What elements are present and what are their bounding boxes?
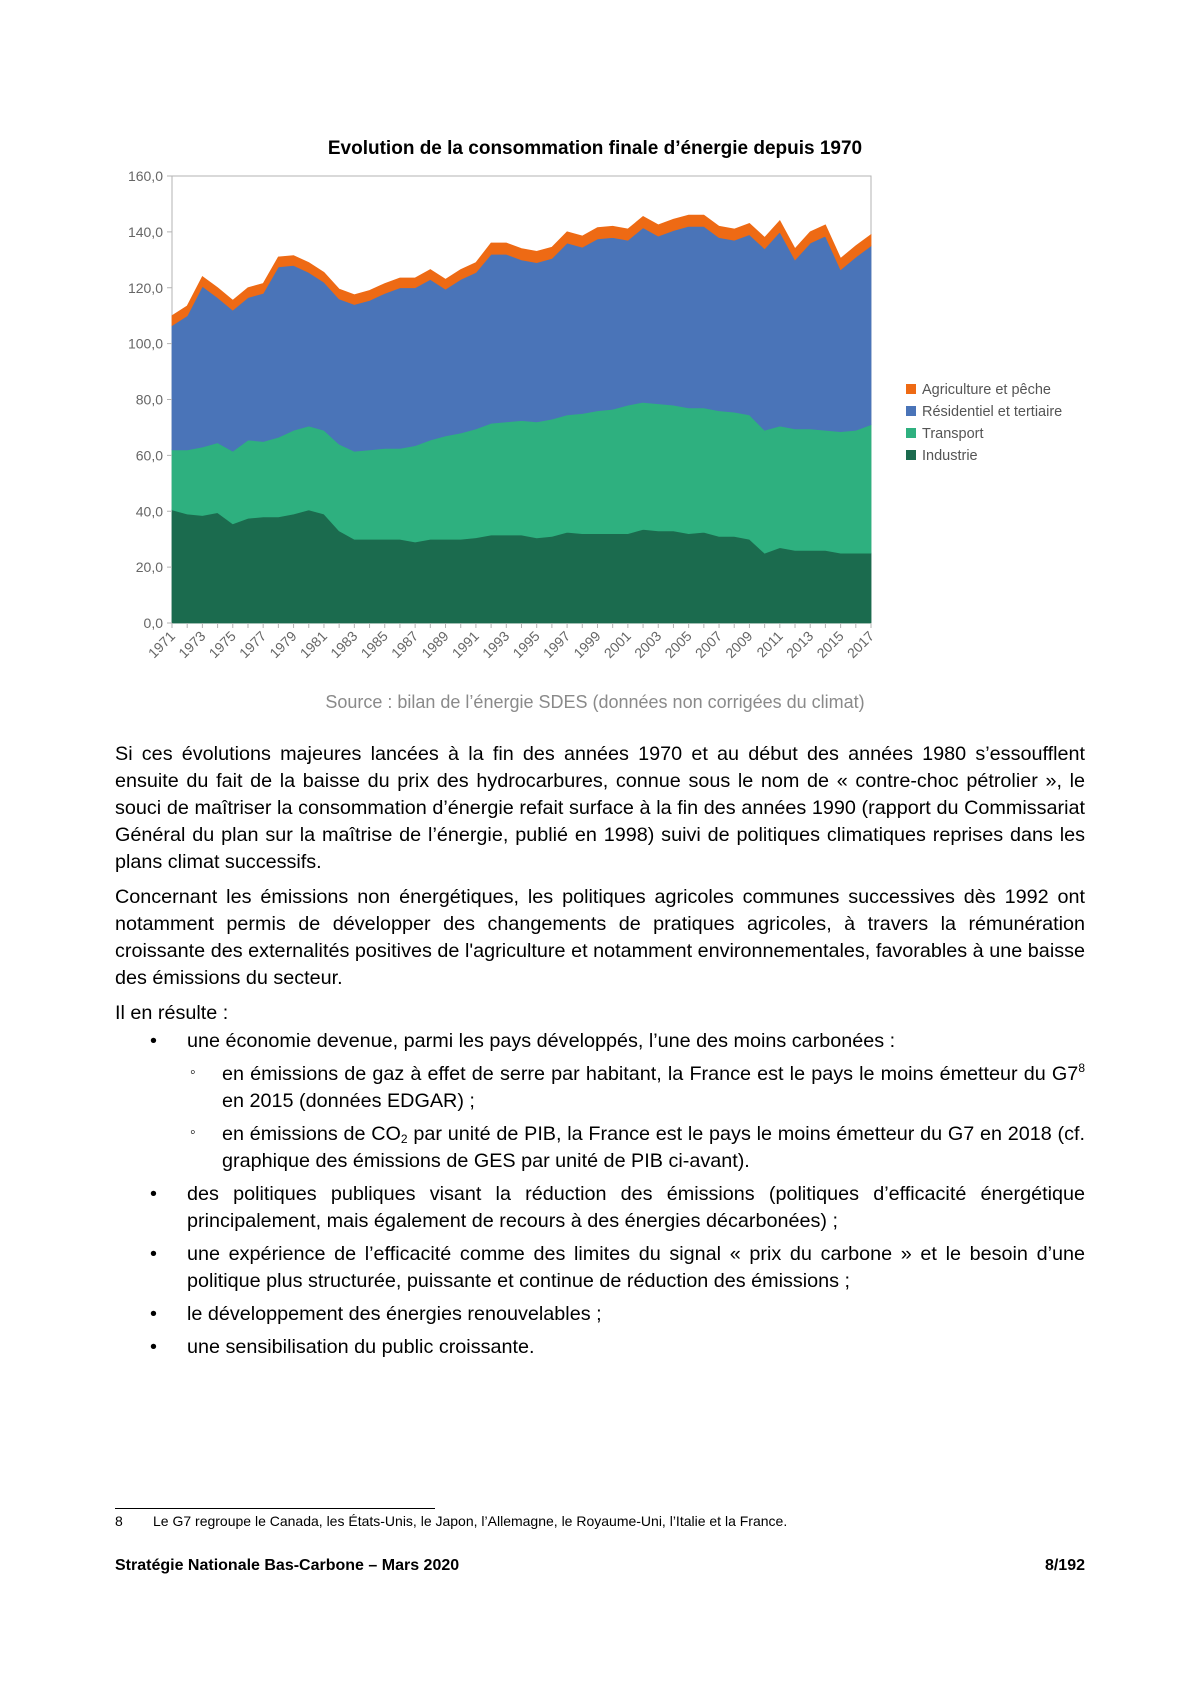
x-tick-label: 2009 [722, 627, 756, 662]
energy-consumption-chart [0, 160, 1190, 700]
x-tick-label: 2011 [753, 627, 786, 661]
sub-bullet-text: par unité de PIB, la France est le pays le moins émetteur du G7 en 2018 (cf. graphique des émissions de GES par unité de PIB ci-avant). [222, 1123, 1086, 1172]
bullet-item [115, 1241, 1085, 1295]
paragraph-2: Concernant les émissions non énergétiques, les politiques agricoles communes successives dès 1992 ont notamment permis de développer des changements de pratiques agricoles, à travers la rémunération croissante des externalités positives de l'agriculture et notamment environnementales, favorables à une baisse des émissions du secteur. [115, 886, 1085, 989]
paragraph-1: Si ces évolutions majeures lancées à la fin des années 1970 et au début des années 1980 s’essoufflent ensuite du fait de la baisse du prix des hydrocarbures, connue sous le nom de « contre-choc pétrolier », le souci de maîtriser la consommation d’énergie refait surface à la fin des années 1990 (rapport du Commissariat Général du plan sur la maîtrise de l’énergie, publié en 1998) suivi de politiques climatiques reprises dans les plans climat successifs. [115, 743, 1085, 873]
bullet-text: une expérience de l’efficacité comme des limites du signal « prix du carbone » et le besoin d’une politique plus structurée, puissante et continue de réduction des émissions ; [187, 1243, 1085, 1292]
footer-title: Stratégie Nationale Bas-Carbone – Mars 2020 [115, 1557, 460, 1574]
x-tick-label: 1975 [205, 627, 239, 662]
bullet-text: des politiques publiques visant la réduction des émissions (politiques d’efficacité énergétique principalement, mais également de recours à des énergies décarbonées) ; [187, 1183, 1085, 1232]
x-tick-label: 2007 [691, 627, 726, 662]
legend-swatch [906, 450, 916, 460]
sub-bullet-text: en 2015 (données EDGAR) ; [222, 1090, 475, 1112]
sub-bullet-item [115, 1061, 1085, 1115]
y-tick-label: 120,0 [127, 279, 163, 296]
x-tick-label: 1999 [570, 627, 604, 662]
bullet-item [115, 1181, 1085, 1235]
bullet-marker: • [150, 1030, 157, 1052]
x-tick-label: 2017 [843, 627, 878, 662]
y-tick-label: 80,0 [135, 391, 163, 408]
page-number: 8/192 [1044, 1557, 1085, 1574]
x-tick-label: 1971 [144, 627, 179, 662]
x-tick-label: 2015 [813, 627, 847, 662]
x-tick-label: 1987 [387, 627, 422, 662]
bullet-marker: • [150, 1303, 157, 1325]
y-tick-label: 20,0 [135, 559, 163, 576]
legend-swatch [906, 384, 916, 394]
chart-source: Source : bilan de l’énergie SDES (données non corrigées du climat) [325, 692, 865, 712]
paragraph-intro: Il en résulte : [115, 1002, 229, 1024]
y-tick-label: 60,0 [135, 447, 163, 464]
x-tick-label: 1973 [175, 627, 209, 662]
legend-swatch [906, 428, 916, 438]
chart-title: Evolution de la consommation finale d’énergie depuis 1970 [327, 138, 863, 159]
x-tick-label: 1981 [296, 627, 331, 662]
y-tick-label: 40,0 [135, 503, 163, 520]
bullet-item [115, 1334, 1085, 1361]
bullet-text: une économie devenue, parmi les pays développés, l’une des moins carbonées : [187, 1030, 896, 1052]
legend-label: Agriculture et pêche [922, 382, 1051, 398]
x-tick-label: 1983 [327, 627, 361, 662]
footnote-separator [115, 1508, 435, 1509]
x-tick-label: 1979 [266, 627, 300, 662]
x-tick-label: 1993 [479, 627, 513, 662]
x-tick-label: 1977 [235, 627, 270, 662]
x-tick-label: 1995 [509, 627, 543, 662]
footnote [115, 1513, 1095, 1529]
legend-label: Résidentiel et tertiaire [922, 404, 1063, 420]
x-tick-label: 1989 [418, 627, 452, 662]
sub-bullet-marker: ◦ [190, 1064, 196, 1081]
bullet-item [115, 1301, 1085, 1328]
bullet-marker: • [150, 1243, 157, 1265]
x-tick-label: 1997 [539, 627, 574, 662]
x-tick-label: 1985 [357, 627, 391, 662]
y-tick-label: 160,0 [127, 168, 163, 184]
bullet-text: une sensibilisation du public croissante. [187, 1336, 535, 1358]
x-tick-label: 2001 [600, 627, 634, 662]
x-tick-label: 2013 [782, 627, 817, 662]
x-tick-label: 2003 [631, 627, 665, 662]
body-text [115, 741, 1085, 1367]
footnote-number: 8 [115, 1513, 123, 1529]
footnote-text: Le G7 regroupe le Canada, les États-Unis, le Japon, l’Allemagne, le Royaume-Uni, l’Italie et la France. [153, 1513, 788, 1529]
subscript: 2 [400, 1132, 408, 1146]
sub-bullet-text: en émissions de CO [222, 1123, 401, 1145]
bullet-marker: • [150, 1183, 157, 1205]
sub-bullet-item [115, 1121, 1085, 1175]
x-tick-label: 1991 [448, 627, 483, 662]
legend-label: Transport [922, 426, 984, 442]
y-tick-label: 0,0 [143, 615, 163, 631]
y-tick-label: 100,0 [127, 335, 163, 352]
legend-label: Industrie [922, 448, 978, 464]
bullet-text: le développement des énergies renouvelables ; [187, 1303, 602, 1325]
x-tick-label: 2005 [661, 627, 695, 662]
footnote-ref[interactable]: 8 [1078, 1061, 1085, 1075]
sub-bullet-text: en émissions de gaz à effet de serre par habitant, la France est le pays le moins émetteur du G7 [222, 1063, 1079, 1085]
bullet-item [115, 1028, 1085, 1055]
legend-swatch [906, 406, 916, 416]
bullet-marker: • [150, 1336, 157, 1358]
y-tick-label: 140,0 [127, 223, 163, 240]
sub-bullet-marker: ◦ [190, 1124, 196, 1141]
